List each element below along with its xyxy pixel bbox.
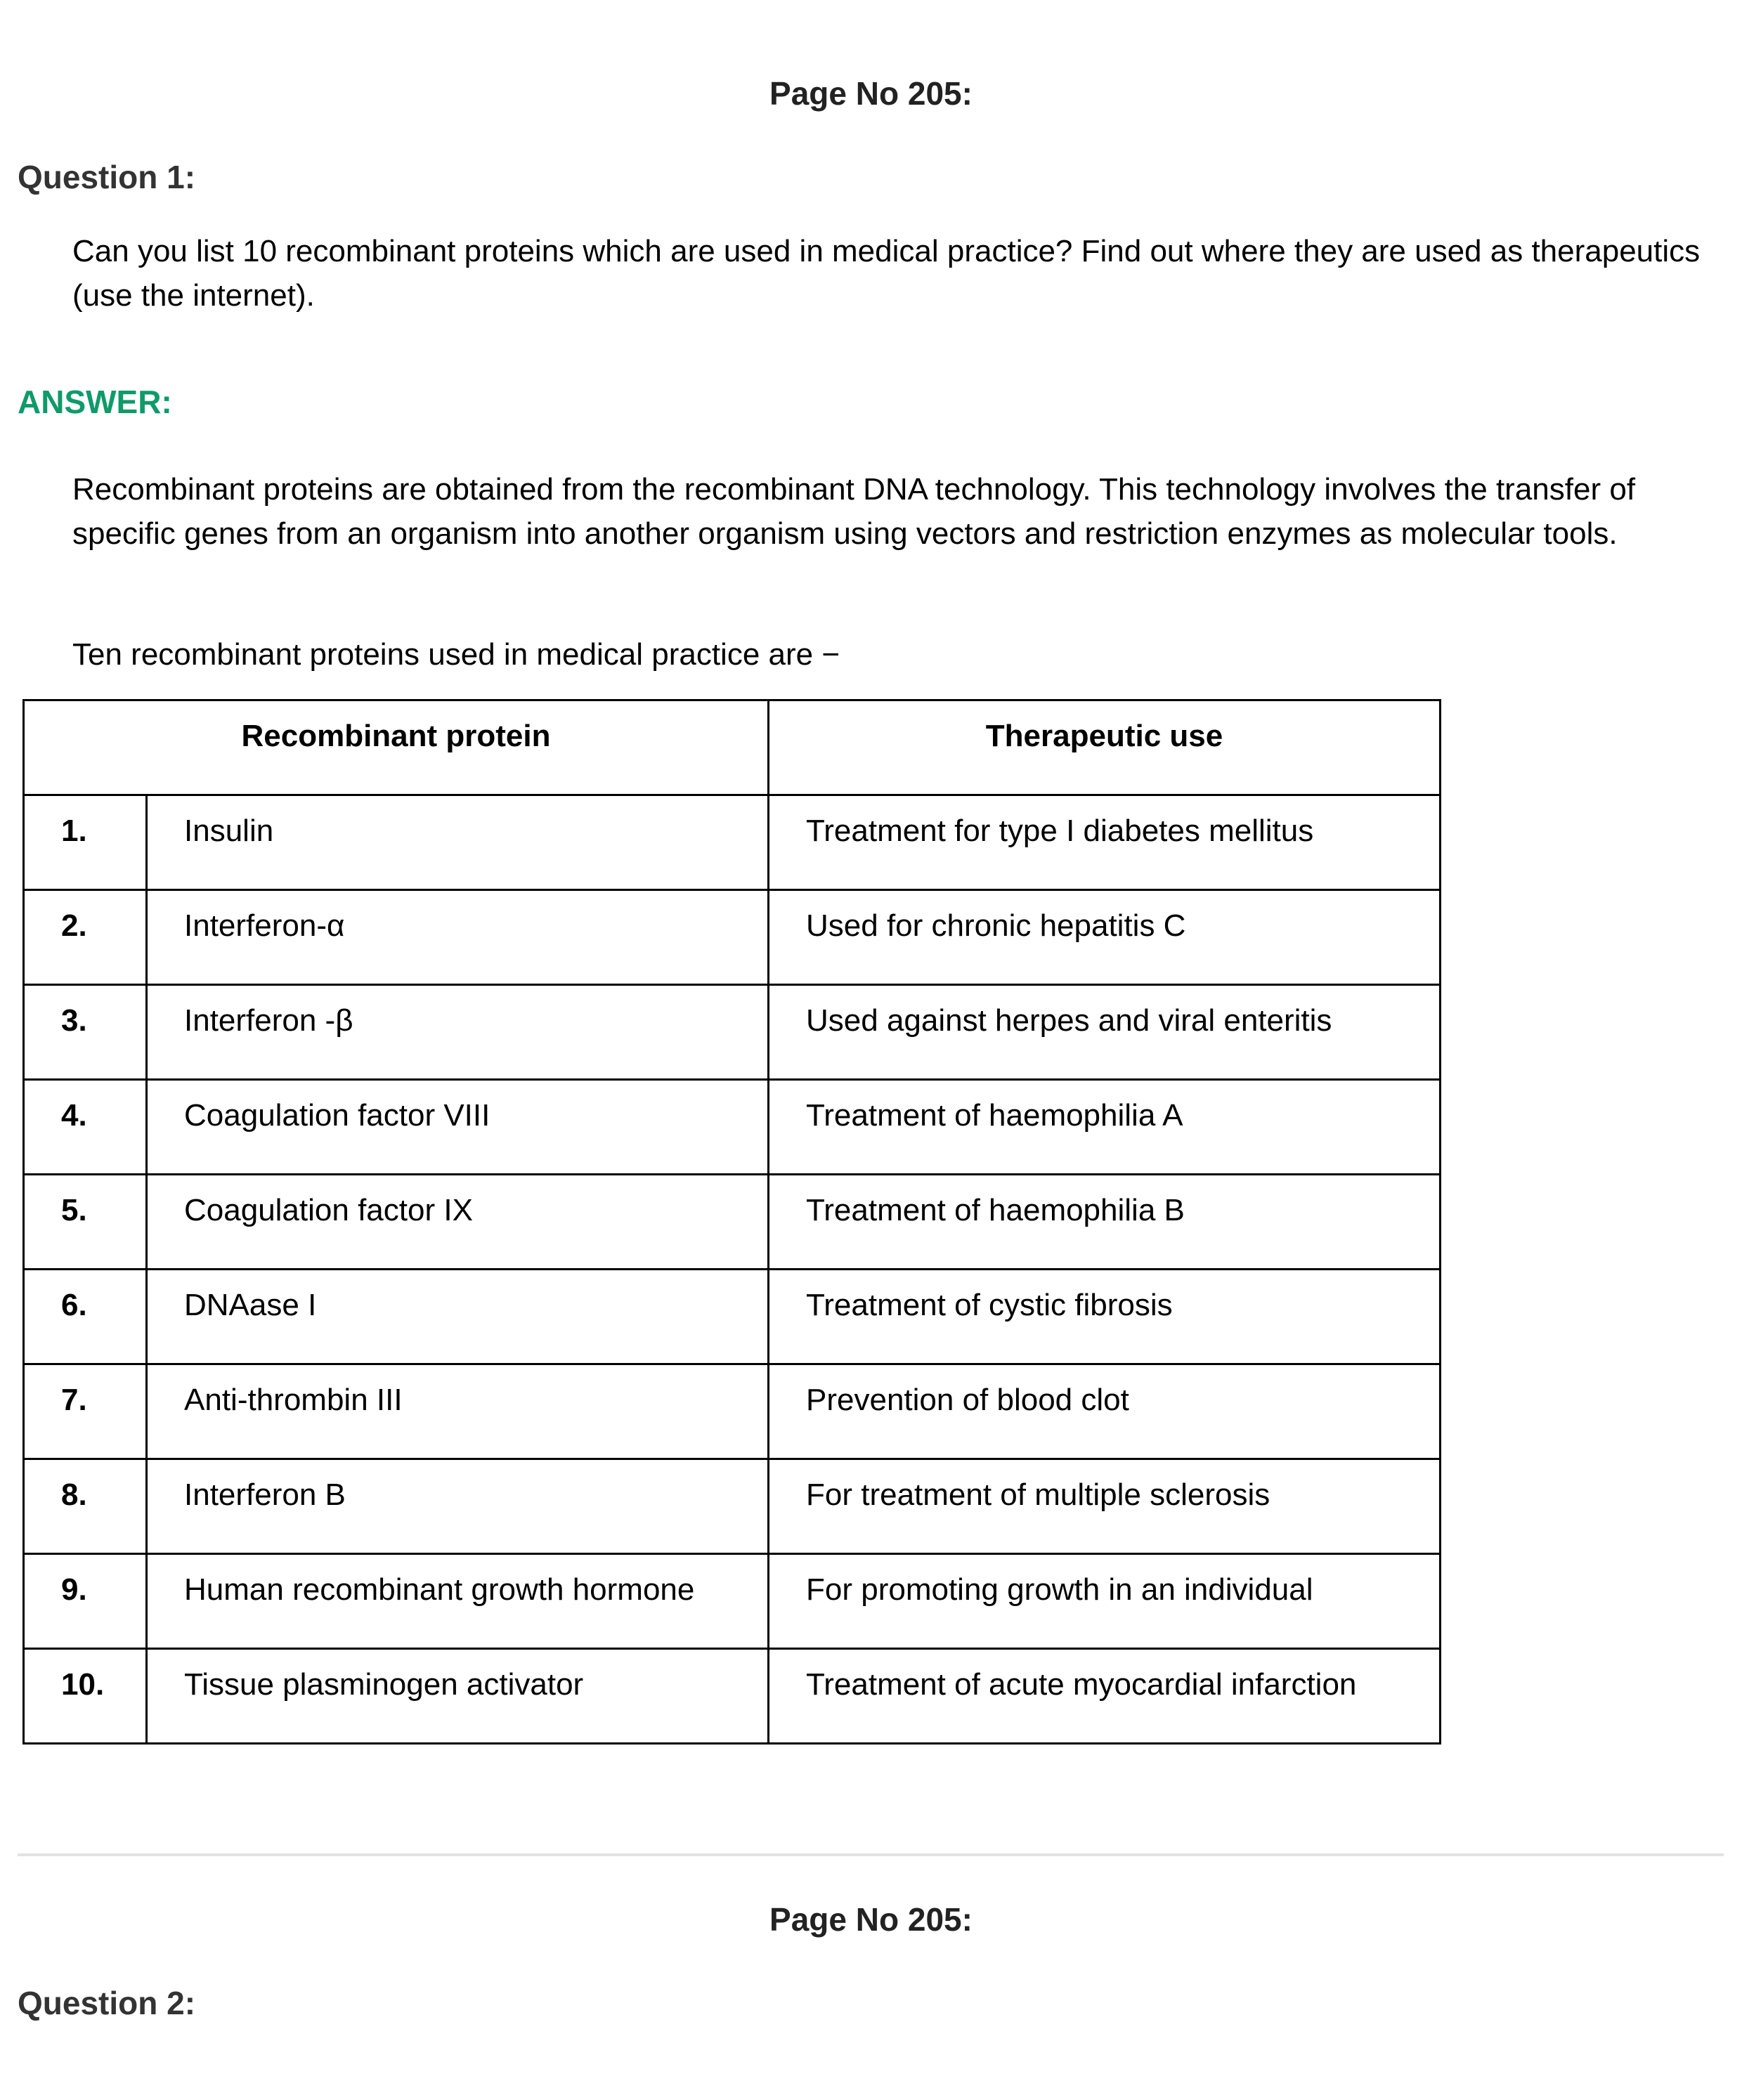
- protein-name: Coagulation factor VIII: [147, 1080, 769, 1175]
- protein-name: Coagulation factor IX: [147, 1175, 769, 1270]
- therapeutic-use: Prevention of blood clot: [769, 1364, 1441, 1459]
- protein-name: Interferon-α: [147, 890, 769, 985]
- table-row: [24, 1080, 1441, 1175]
- therapeutic-use: Used against herpes and viral enteritis: [769, 985, 1441, 1080]
- page-number-heading-2: Page No 205:: [769, 1901, 973, 1938]
- table-row: [24, 1554, 1441, 1649]
- protein-name: Human recombinant growth hormone: [147, 1554, 769, 1649]
- recombinant-proteins-table: [22, 699, 1441, 1744]
- table-row: [24, 1459, 1441, 1554]
- row-number: 8.: [24, 1459, 147, 1554]
- table-row: [24, 795, 1441, 890]
- table-header-row: [24, 700, 1441, 795]
- therapeutic-use: Treatment of haemophilia B: [769, 1175, 1441, 1270]
- protein-name: Interferon B: [147, 1459, 769, 1554]
- question-2-heading: Question 2:: [18, 1985, 196, 2021]
- protein-name: Anti-thrombin III: [147, 1364, 769, 1459]
- table-row: [24, 1649, 1441, 1744]
- column-header-protein: Recombinant protein: [24, 700, 769, 795]
- therapeutic-use: Used for chronic hepatitis C: [769, 890, 1441, 985]
- table-intro-line: Ten recombinant proteins used in medical practice are −: [72, 637, 840, 672]
- row-number: 5.: [24, 1175, 147, 1270]
- protein-name: Interferon -β: [147, 985, 769, 1080]
- row-number: 9.: [24, 1554, 147, 1649]
- row-number: 7.: [24, 1364, 147, 1459]
- table-row: [24, 1364, 1441, 1459]
- row-number: 6.: [24, 1270, 147, 1364]
- row-number: 4.: [24, 1080, 147, 1175]
- therapeutic-use: Treatment of acute myocardial infarction: [769, 1649, 1441, 1744]
- question-1-text: Can you list 10 recombinant proteins which are used in medical practice? Find out where they are used as therapeutics (use the internet).: [72, 234, 1701, 313]
- row-number: 10.: [24, 1649, 147, 1744]
- section-divider: [18, 1853, 1724, 1856]
- row-number: 3.: [24, 985, 147, 1080]
- page-number-heading: Page No 205:: [769, 75, 973, 112]
- protein-name: Insulin: [147, 795, 769, 890]
- answer-paragraph: Recombinant proteins are obtained from the recombinant DNA technology. This technology involves the transfer of specific genes from an organism into another organism using vectors and restriction enzymes as molecular tools.: [72, 472, 1636, 551]
- table-row: [24, 1175, 1441, 1270]
- therapeutic-use: Treatment for type I diabetes mellitus: [769, 795, 1441, 890]
- protein-name: Tissue plasminogen activator: [147, 1649, 769, 1744]
- therapeutic-use: For treatment of multiple sclerosis: [769, 1459, 1441, 1554]
- row-number: 1.: [24, 795, 147, 890]
- answer-heading: ANSWER:: [18, 384, 172, 420]
- table-row: [24, 890, 1441, 985]
- therapeutic-use: Treatment of haemophilia A: [769, 1080, 1441, 1175]
- question-1-heading: Question 1:: [18, 159, 196, 195]
- therapeutic-use: Treatment of cystic fibrosis: [769, 1270, 1441, 1364]
- row-number: 2.: [24, 890, 147, 985]
- table-row: [24, 1270, 1441, 1364]
- protein-name: DNAase I: [147, 1270, 769, 1364]
- column-header-therapeutic-use: Therapeutic use: [769, 700, 1441, 795]
- therapeutic-use: For promoting growth in an individual: [769, 1554, 1441, 1649]
- table-row: [24, 985, 1441, 1080]
